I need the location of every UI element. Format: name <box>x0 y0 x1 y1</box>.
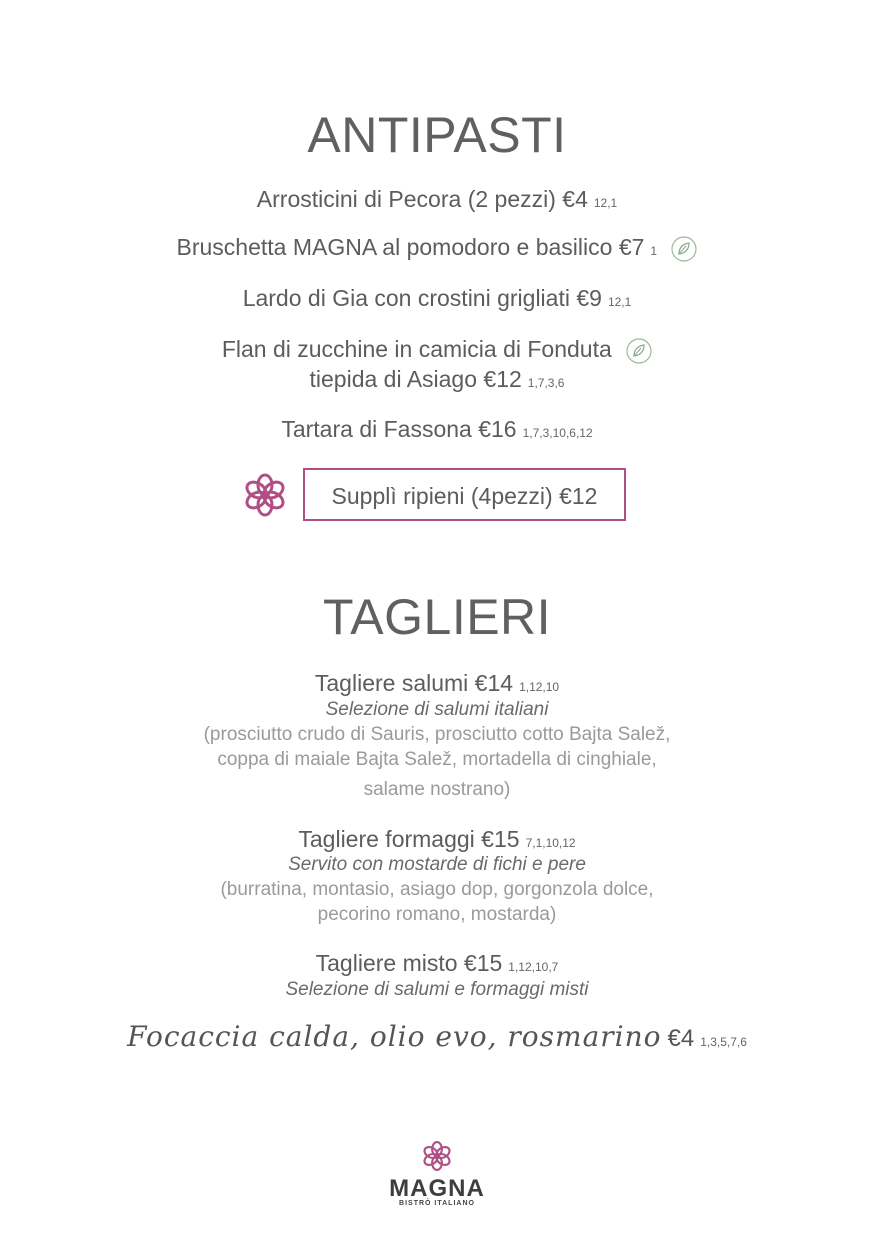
flower-icon <box>421 1140 453 1172</box>
item-description: (prosciutto crudo di Sauris, prosciutto cotto Bajta Salež, <box>203 724 671 745</box>
allergen-codes: 1,3,5,7,6 <box>700 1035 747 1049</box>
leaf-icon <box>671 236 697 262</box>
allergen-codes: 12,1 <box>607 295 632 309</box>
brand-logo <box>377 1140 497 1207</box>
focaccia-item <box>0 1020 874 1053</box>
item-text: Arrosticini di Pecora (2 pezzi) €4 <box>256 186 588 212</box>
brand-tagline: BISTRÒ ITALIANO <box>399 1200 475 1207</box>
item-text-line2: tiepida di Asiago €12 <box>309 366 522 392</box>
allergen-codes: 1,7,3,10,6,12 <box>522 426 593 440</box>
flower-icon <box>242 472 288 518</box>
focaccia-text: Focaccia calda, olio evo, rosmarino <box>127 1020 662 1053</box>
menu-item <box>0 186 874 213</box>
item-name: Tagliere misto €15 <box>315 950 503 976</box>
menu-item <box>0 416 874 443</box>
menu-item <box>0 950 874 977</box>
allergen-codes: 12,1 <box>593 196 618 210</box>
item-text: Bruschetta MAGNA al pomodoro e basilico €7 <box>176 234 645 260</box>
menu-item <box>0 670 874 697</box>
menu-item <box>0 234 874 262</box>
brand-name: MAGNA <box>389 1175 485 1202</box>
focaccia-price: €4 <box>667 1025 695 1052</box>
item-subtitle: Selezione di salumi italiani <box>325 699 549 720</box>
menu-item <box>0 336 874 364</box>
menu-item-continuation <box>0 366 874 393</box>
leaf-icon <box>626 338 652 364</box>
item-description: coppa di maiale Bajta Salež, mortadella di cinghiale, <box>217 749 657 770</box>
menu-item <box>0 826 874 853</box>
item-subtitle: Selezione di salumi e formaggi misti <box>285 979 589 1000</box>
item-description: (burratina, montasio, asiago dop, gorgonzola dolce, <box>220 879 654 900</box>
item-name: Tagliere salumi €14 <box>314 670 514 696</box>
allergen-codes: 1 <box>650 244 658 258</box>
item-description: pecorino romano, mostarda) <box>317 904 557 925</box>
item-description: salame nostrano) <box>363 779 511 800</box>
allergen-codes: 1,12,10 <box>519 680 560 694</box>
item-text-line1: Flan di zucchine in camicia di Fonduta <box>221 336 612 362</box>
allergen-codes: 1,7,3,6 <box>527 376 565 390</box>
taglieri-title: TAGLIERI <box>322 589 552 645</box>
item-text: Lardo di Gia con crostini grigliati €9 <box>242 285 602 311</box>
allergen-codes: 1,12,10,7 <box>508 960 559 974</box>
allergen-codes: 7,1,10,12 <box>525 836 576 850</box>
antipasti-title: ANTIPASTI <box>307 107 567 163</box>
item-text: Tartara di Fassona €16 <box>281 416 517 442</box>
special-item-box: Supplì ripieni (4pezzi) €12 <box>303 468 626 521</box>
menu-item <box>0 285 874 312</box>
item-name: Tagliere formaggi €15 <box>298 826 520 852</box>
item-subtitle: Servito con mostarde di fichi e pere <box>288 854 586 875</box>
